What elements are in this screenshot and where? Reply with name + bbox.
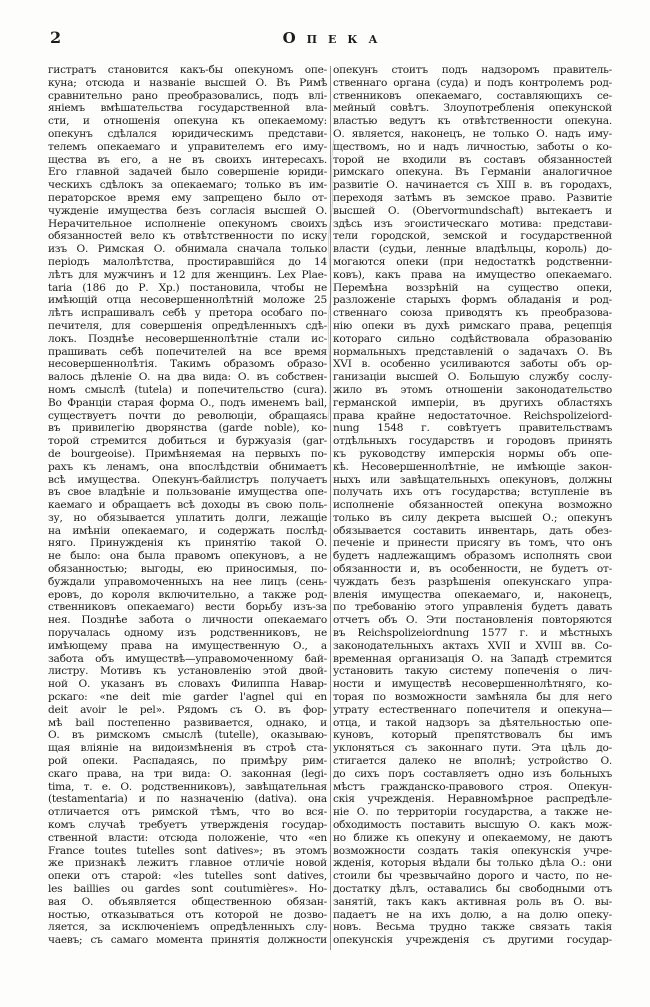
- text-line: XVI в. особенно усиливаются заботы объ ор-: [333, 358, 612, 371]
- text-line: France toutes tutelles sont datives»; въ этомъ: [48, 844, 327, 857]
- text-line: щества въ его, а не въ своихъ интересахъ.: [48, 153, 327, 166]
- left-column: [48, 64, 327, 950]
- text-line: къ руководству имперскія нормы объ опе-: [333, 447, 612, 460]
- text-line: опекунскія учрежденія съ другими государ-: [333, 934, 612, 947]
- text-line: чуждать безъ разрѣшенія опекунскаго упра-: [333, 575, 612, 588]
- text-line: кѣ. Несовершеннолѣтніе, не имѣющіе закон-: [333, 460, 612, 473]
- text-line: но ближе къ опекуну и опекаемому, не даютъ: [333, 831, 612, 844]
- text-line: номъ смыслѣ (tutela) и попечительство (cura).: [48, 383, 327, 396]
- text-line: ляется, за исключеніемъ опредѣленныхъ слу-: [48, 921, 327, 934]
- text-line: ныхъ или завѣщательныхъ опекуновъ, должны: [333, 473, 612, 486]
- text-line: торой стремится добиться и буржуазія (gar-: [48, 435, 327, 448]
- text-line: изъ О. Римская О. обнимала сначала только: [48, 243, 327, 256]
- text-line: переходя затѣмъ въ земское право. Развитіе: [333, 191, 612, 204]
- text-line: печителя, для совершенія опредѣленныхъ сдѣ-: [48, 319, 327, 332]
- text-line: ганизаціи высшей О. Большую службу сослу-: [333, 371, 612, 384]
- text-line: каемаго и обращаетъ всѣ доходы въ свою поль-: [48, 499, 327, 512]
- text-line: отчетъ объ О. Эти постановленія повторяются: [333, 614, 612, 627]
- text-line: вая О. объявляется общественною обязан-: [48, 895, 327, 908]
- text-line: зу, но обязывается уплатить долги, лежащіе: [48, 511, 327, 524]
- text-line: куновъ, который препятствовалъ бы имъ: [333, 729, 612, 742]
- text-line: еровъ, до короля включительно, а также род-: [48, 588, 327, 601]
- text-line: de bourgeoise). Примѣняемая на первыхъ по-: [48, 447, 327, 460]
- text-line: до сихъ поръ составляетъ одно изъ больныхъ: [333, 767, 612, 780]
- text-line: здѣсь изъ эгоистическаго мотива: представи-: [333, 217, 612, 230]
- text-line: ственниковъ опекаемаго) вести борьбу изъ-за: [48, 601, 327, 614]
- page-number: 2: [50, 28, 62, 47]
- text-line: обходимость поставить высшую О. какъ мож-: [333, 819, 612, 832]
- text-line: ператорское время ему запрещено было от-: [48, 191, 327, 204]
- text-line: скія учрежденія. Неравномѣрное распредѣле-: [333, 793, 612, 806]
- page-header: [48, 28, 612, 52]
- text-line: опекунъ стоитъ подъ надзоромъ правитель-: [333, 64, 612, 76]
- text-line: уклоняться съ законнаго пути. Эта цѣль до-: [333, 742, 612, 755]
- text-line: листру. Мотивъ къ установленію этой двой-: [48, 665, 327, 678]
- text-line: лѣтъ для мужчинъ и 12 для женщинъ. Lex Plae-: [48, 268, 327, 281]
- text-line: мейный совѣтъ. Злоупотребленія опекунской: [333, 102, 612, 115]
- text-line: только въ силу декрета высшей О.; опекунъ: [333, 511, 612, 524]
- text-line: существуетъ почти до революціи, обращаясь: [48, 409, 327, 422]
- text-line: Во Франціи старая форма О., подъ именемъ bail,: [48, 396, 327, 409]
- text-line: нея. Позднѣе забота о личности опекаемаго: [48, 614, 327, 627]
- text-line: могаются опеки (при недостаткѣ родственни-: [333, 255, 612, 268]
- text-line: торая по возможности замѣняла бы для него: [333, 691, 612, 704]
- text-line: буждали управомоченныхъ на нее лицъ (сень-: [48, 575, 327, 588]
- text-line: несовершеннолѣтія. Такимъ образомъ образо-: [48, 358, 327, 371]
- text-line: обязывается составить инвентарь, дать обез-: [333, 524, 612, 537]
- text-line: ностью, отказываться отъ которой не дозво-: [48, 908, 327, 921]
- text-line: падаетъ не на ихъ долю, а на долю опеку-: [333, 908, 612, 921]
- text-line: временная организація О. на Западѣ стремится: [333, 652, 612, 665]
- running-title: Опека: [282, 29, 389, 47]
- text-line: чужденіе имущества безъ согласія высшей О.: [48, 204, 327, 217]
- text-line: прашивать себѣ попечителей на все время: [48, 345, 327, 358]
- text-line: отдѣльныхъ государствъ и городовъ принять: [333, 435, 612, 448]
- text-line: торой не входили въ составъ обязанностей: [333, 153, 612, 166]
- text-line: яніемъ вмѣшательства государственной вла-: [48, 102, 327, 115]
- text-line: ческихъ сдѣлокъ за опекаемаго; только въ им-: [48, 179, 327, 192]
- text-line: nung 1548 г. совѣтуетъ правительствамъ: [333, 422, 612, 435]
- text-line: стигается далеко не вполнѣ; устройство О.: [333, 755, 612, 768]
- text-line: комъ случаѣ требуетъ утвержденія государ-: [48, 819, 327, 832]
- text-line: всѣ имущества. Опекунъ-байлистръ получаетъ: [48, 473, 327, 486]
- text-line: имѣющему права на имущественную О., а: [48, 639, 327, 652]
- text-line: рскаго: «ne deit mie garder l'agnel qui en: [48, 691, 327, 704]
- text-line: скаго права, на три вида: О. законная (legi-: [48, 767, 327, 780]
- text-line: права крайне недостаточное. Reichspolizeiord-: [333, 409, 612, 422]
- text-line: жило въ этомъ отношеніи законодательство: [333, 383, 612, 396]
- text-line: вленія имущества опекаемаго, и, наконецъ,: [333, 588, 612, 601]
- text-line: опеки отъ старой: «les tutelles sont datives,: [48, 870, 327, 883]
- text-line: ственниковъ опекаемаго, составляющихъ се-: [333, 89, 612, 102]
- text-columns: [48, 64, 612, 950]
- text-line: установить такую систему попеченія о лич-: [333, 665, 612, 678]
- text-line: періодъ малолѣтства, простиравшійся до 14: [48, 255, 327, 268]
- text-line: печеніе и принести присягу въ томъ, что онъ: [333, 537, 612, 550]
- text-line: будетъ надлежащимъ образомъ исполнять свои: [333, 550, 612, 563]
- text-line: достатку дѣлъ, оставались бы свободными отъ: [333, 883, 612, 895]
- text-line: высшей О. (Obervormundschaft) вытекаетъ и: [333, 204, 612, 217]
- text-line: taria (186 до Р. Хр.) постановила, чтобы не: [48, 281, 327, 294]
- text-line: О. въ римскомъ смыслѣ (tutelle), оказываю-: [48, 729, 327, 742]
- text-line: въ Reichspolizeiordnung 1577 г. и мѣстныхъ: [333, 627, 612, 640]
- text-line: нормальныхъ представленій о задачахъ О. Въ: [333, 345, 612, 358]
- text-line: Нерачительное исполненіе опекуномъ своихъ: [48, 217, 327, 230]
- text-line: новъ. Весьма трудно также связать такія: [333, 921, 612, 934]
- text-line: отличается отъ римской тѣмъ, что во вся-: [48, 806, 327, 819]
- text-line: локъ. Позднѣе несовершеннолѣтніе стали ис-: [48, 332, 327, 345]
- text-line: гистратъ становится какъ-бы опекуномъ опе-: [48, 64, 327, 76]
- text-line: нію опеки въ духѣ римскаго права, рецепція: [333, 319, 612, 332]
- text-line: получать ихъ отъ государства; вступленіе въ: [333, 486, 612, 499]
- text-line: les baillies ou gardes sont coutumières». Но-: [48, 883, 327, 895]
- text-line: по требованію этого управленія будетъ давать: [333, 601, 612, 614]
- text-line: исполненіе обязанностей опекуна возможно: [333, 499, 612, 512]
- text-line: щая вліяніе на видоизмѣненія въ строѣ ста-: [48, 742, 327, 755]
- text-line: телемъ опекаемаго и управителемъ его иму-: [48, 140, 327, 153]
- column-divider-rule: [330, 66, 331, 950]
- right-column: [333, 64, 612, 950]
- text-line: развитіе О. начинается съ XIII в. въ городахъ,: [333, 179, 612, 192]
- text-line: Его главной задачей было совершеніе юриди-: [48, 166, 327, 179]
- text-line: ности и имуществѣ несовершеннолѣтняго, ко-: [333, 678, 612, 691]
- text-line: котораго сильно содѣйствовала образованію: [333, 332, 612, 345]
- text-line: ніе О. по территоріи государства, а также не-: [333, 806, 612, 819]
- text-line: законодательныхъ актахъ XVII и XVIII вв. Со-: [333, 639, 612, 652]
- text-line: ной О. указанъ въ словахъ Филиппа Навар-: [48, 678, 327, 691]
- text-line: сравнительно рано преобразовались, подъ влі-: [48, 89, 327, 102]
- text-line: германской имперіи, въ другихъ областяхъ: [333, 396, 612, 409]
- text-line: стоили бы чрезвычайно дорого и часто, по не-: [333, 870, 612, 883]
- text-line: римскаго опекуна. Въ Германіи аналогичное: [333, 166, 612, 179]
- text-line: жденія, которыя вѣдали бы только дѣла О.: они: [333, 857, 612, 870]
- text-line: опекунъ сдѣлался юридическимъ представи-: [48, 127, 327, 140]
- text-line: же признакѣ лежитъ главное отличіе новой: [48, 857, 327, 870]
- text-line: ственнаго союза приводятъ къ преобразова-: [333, 307, 612, 320]
- text-line: властью ведутъ къ отвѣтственности опекуна.: [333, 115, 612, 128]
- text-line: deit avoir le pel». Рядомъ съ О. въ фор-: [48, 703, 327, 716]
- text-line: забота объ имуществѣ—управомоченному бай-: [48, 652, 327, 665]
- text-line: власти (судьи, ленные владѣльцы, король) до-: [333, 243, 612, 256]
- text-line: ственнаго органа (суда) и подъ контролемъ род-: [333, 76, 612, 89]
- text-line: утрату естественнаго попечителя и опекуна—: [333, 703, 612, 716]
- text-line: тели городской, земской и государственной: [333, 230, 612, 243]
- text-line: (testamentaria) и по назначенію (dativa). она: [48, 793, 327, 806]
- text-line: сти, и отношенія опекуна къ опекаемому:: [48, 115, 327, 128]
- text-line: ковъ), какъ права на имущество опекаемаго.: [333, 268, 612, 281]
- text-line: валось дѣленіе О. на два вида: О. въ собствен-: [48, 371, 327, 384]
- text-line: чаевъ; съ самаго момента принятія должности: [48, 934, 327, 947]
- text-line: обязанностей вело къ отвѣтственности по иску: [48, 230, 327, 243]
- text-line: tima, т. е. О. родственниковъ), завѣщательная: [48, 780, 327, 793]
- text-line: няго. Принужденія къ принятію такой О.: [48, 537, 327, 550]
- text-line: въ свое владѣніе и пользованіе имущества опе-: [48, 486, 327, 499]
- text-line: ществомъ, но и надъ личностью, заботы о ко-: [333, 140, 612, 153]
- text-line: О. является, наконецъ, не только О. надъ иму-: [333, 127, 612, 140]
- text-line: мѣстъ гражданско-правового строя. Опекун-: [333, 780, 612, 793]
- text-line: не было: она была правомъ опекуновъ, а не: [48, 550, 327, 563]
- text-line: обязанности и, въ особенности, не будетъ от-: [333, 563, 612, 576]
- text-line: на имѣніи опекаемаго, и содержать послѣд-: [48, 524, 327, 537]
- text-line: рой опеки. Распадаясь, по примѣру рим-: [48, 755, 327, 768]
- text-line: куна; отсюда и названіе высшей О. Въ Римѣ: [48, 76, 327, 89]
- text-line: Перемѣна воззрѣній на существо опеки,: [333, 281, 612, 294]
- text-line: лѣтъ испрашивалъ себѣ у претора особаго по-: [48, 307, 327, 320]
- text-line: мѣ bail постепенно развивается, однако, и: [48, 716, 327, 729]
- text-line: обязанностью; выгоды, ею приносимыя, по-: [48, 563, 327, 576]
- text-line: разложеніе старыхъ формъ обладанія и род-: [333, 294, 612, 307]
- text-line: въ привилегію дворянства (garde noble), ко-: [48, 422, 327, 435]
- text-line: рахъ къ ленамъ, она впослѣдствіи обнимаетъ: [48, 460, 327, 473]
- text-line: возможности создать такія опекунскія учре-: [333, 844, 612, 857]
- text-line: занятій, такъ какъ активная роль въ О. вы-: [333, 895, 612, 908]
- text-line: отца, и такой надзоръ за дѣятельностью опе-: [333, 716, 612, 729]
- text-line: поручалась одному изъ родственниковъ, не: [48, 627, 327, 640]
- text-line: ственной власти: отсюда положеніе, что «en: [48, 831, 327, 844]
- text-line: имѣющій отца несовершеннолѣтній моложе 25: [48, 294, 327, 307]
